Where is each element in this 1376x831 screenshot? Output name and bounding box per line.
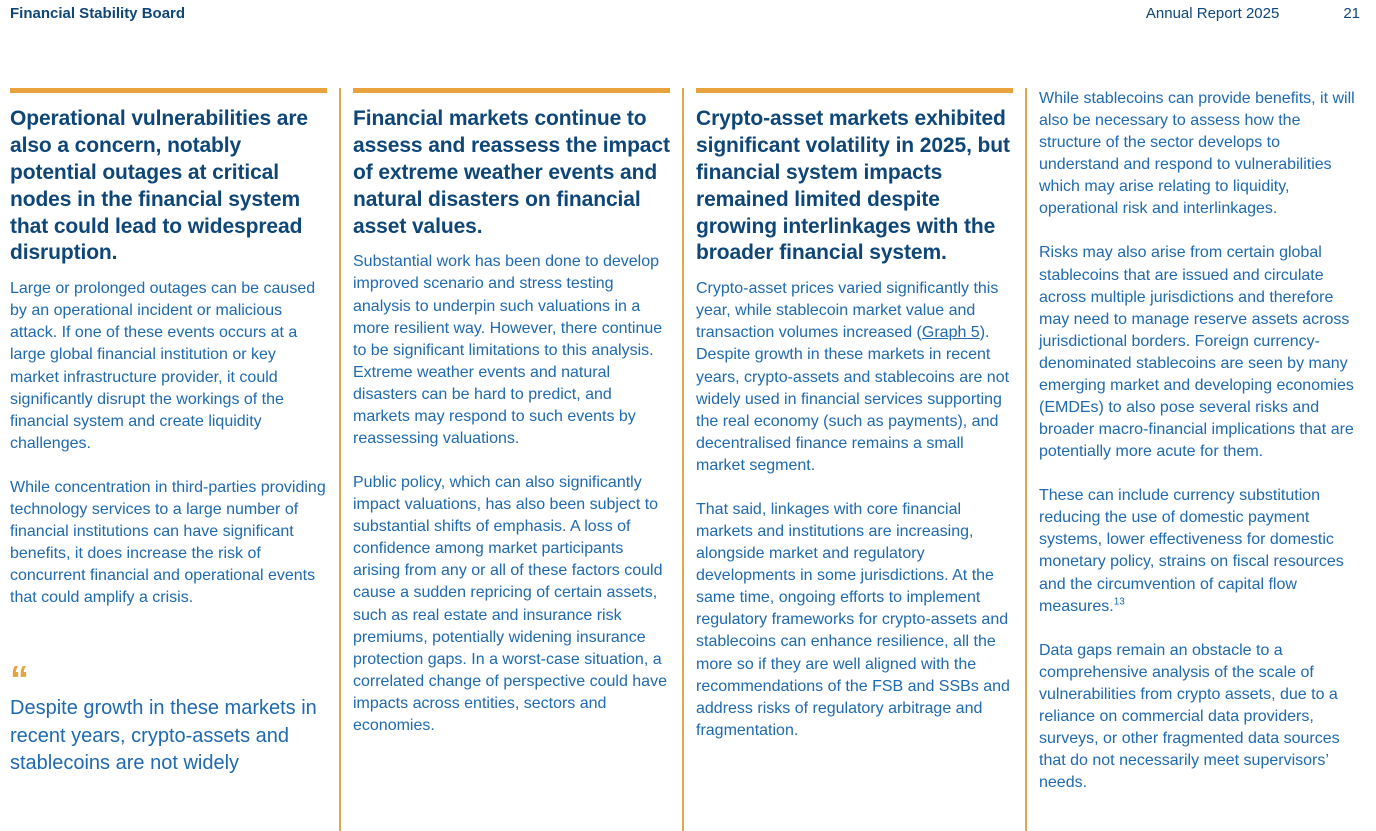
paragraph: Public policy, which can also significantly impact valuations, has also been subject to substantial shifts of emphasis. A loss of confidence among market participants arising from any or all of these factors could cause a sudden repricing of certain assets, such as real estate and insurance risk premiums, potentially widening insurance protection gaps. In a worst-case situation, a correlated change of perspective could have impacts across entities, sectors and economies. xyxy=(353,474,667,734)
pull-quote xyxy=(10,659,327,777)
graph-5-link[interactable]: Graph 5 xyxy=(921,324,980,342)
paragraph xyxy=(696,278,1013,477)
paragraph: Large or prolonged outages can be caused by an operational incident or malicious attack. If one of these events occurs at a large global financial institution or key market infrastructure provider, it could significantly disrupt the workings of the financial system and create liquidity challenges. xyxy=(10,280,316,452)
orange-rule xyxy=(696,88,1013,93)
column-operational-vulnerabilities xyxy=(10,88,327,831)
orange-rule xyxy=(353,88,670,93)
paragraph: While stablecoins can provide benefits, it will also be necessary to assess how the structure of the sector develops to understand and respond to vulnerabilities which may arise relating to liquidity, operational risk and interlinkages. xyxy=(1039,90,1355,218)
paragraph-text: These can include currency substitution reducing the use of domestic payment systems, lower effectiveness for domestic monetary policy, strains on fiscal resources and the circumvention of capital flow measures. xyxy=(1039,487,1344,615)
header-right-group xyxy=(1146,5,1360,22)
quote-icon: “ xyxy=(10,659,29,702)
column-stablecoin-risks xyxy=(1039,88,1356,831)
column-divider xyxy=(339,88,341,831)
page-header xyxy=(10,5,1360,22)
page-number: 21 xyxy=(1343,5,1360,22)
content-columns xyxy=(10,88,1356,831)
section-heading: Crypto-asset markets exhibited significant volatility in 2025, but financial system impacts remained limited despite growing interlinkages with the broader financial system. xyxy=(696,107,1010,265)
paragraph: Substantial work has been done to develop improved scenario and stress testing analysis to underpin such valuations in a more resilient way. However, there continue to be significant limitations to this analysis. Extreme weather events and natural disasters can be hard to predict, and markets may respond to such events by reassessing valuations. xyxy=(353,253,663,447)
paragraph: That said, linkages with core financial markets and institutions are increasing, alongside market and regulatory developments in some jurisdictions. At the same time, ongoing efforts to implement regulatory frameworks for crypto-assets and stablecoins can enhance resilience, all the more so if they are well aligned with the recommendations of the FSB and SSBs and address risks of regulatory arbitrage and fragmentation. xyxy=(696,500,1010,739)
paragraph: While concentration in third-parties providing technology services to a large number of financial institutions can have significant benefits, it does increase the risk of concurrent financial and operational events that could amplify a crisis. xyxy=(10,478,326,607)
column-divider xyxy=(1025,88,1027,831)
column-crypto-asset-markets xyxy=(696,88,1013,831)
footnote-marker[interactable]: 13 xyxy=(1113,596,1125,608)
report-title: Annual Report 2025 xyxy=(1145,5,1280,22)
document-title: Financial Stability Board xyxy=(10,5,186,22)
column-financial-markets xyxy=(353,88,670,831)
orange-rule xyxy=(10,88,327,93)
section-heading: Financial markets continue to assess and reassess the impact of extreme weather events and natural disasters on financial asset values. xyxy=(353,107,670,238)
pull-quote-text: Despite growth in these markets in recent years, crypto-assets and stablecoins are not widely xyxy=(10,697,317,774)
column-divider xyxy=(682,88,684,831)
paragraph-text: ). Despite growth in these markets in recent years, crypto-assets and stablecoins are not widely used in financial services supporting the real economy (such as payments), and decentralised finance remains a small market segment. xyxy=(696,324,1010,474)
section-heading: Operational vulnerabilities are also a concern, notably potential outages at critical nodes in the financial system that could lead to widespread disruption. xyxy=(10,107,309,265)
paragraph: Data gaps remain an obstacle to a comprehensive analysis of the scale of vulnerabilities from crypto assets, due to a reliance on commercial data providers, surveys, or other fragmented data sources that do not necessarily meet supervisors’ needs. xyxy=(1039,641,1340,792)
paragraph xyxy=(1039,485,1356,617)
paragraph-text: Crypto-asset prices varied significantly this year, while stablecoin market value and transaction volumes increased ( xyxy=(696,280,999,342)
paragraph: Risks may also arise from certain global stablecoins that are issued and circulate across multiple jurisdictions and therefore may need to manage reserve assets across jurisdictional borders. Foreign currency-denominated stablecoins are seen by many emerging market and developing economies (EMDEs) to also pose several risks and broader macro-financial implications that are potentially more acute for them. xyxy=(1039,244,1354,461)
